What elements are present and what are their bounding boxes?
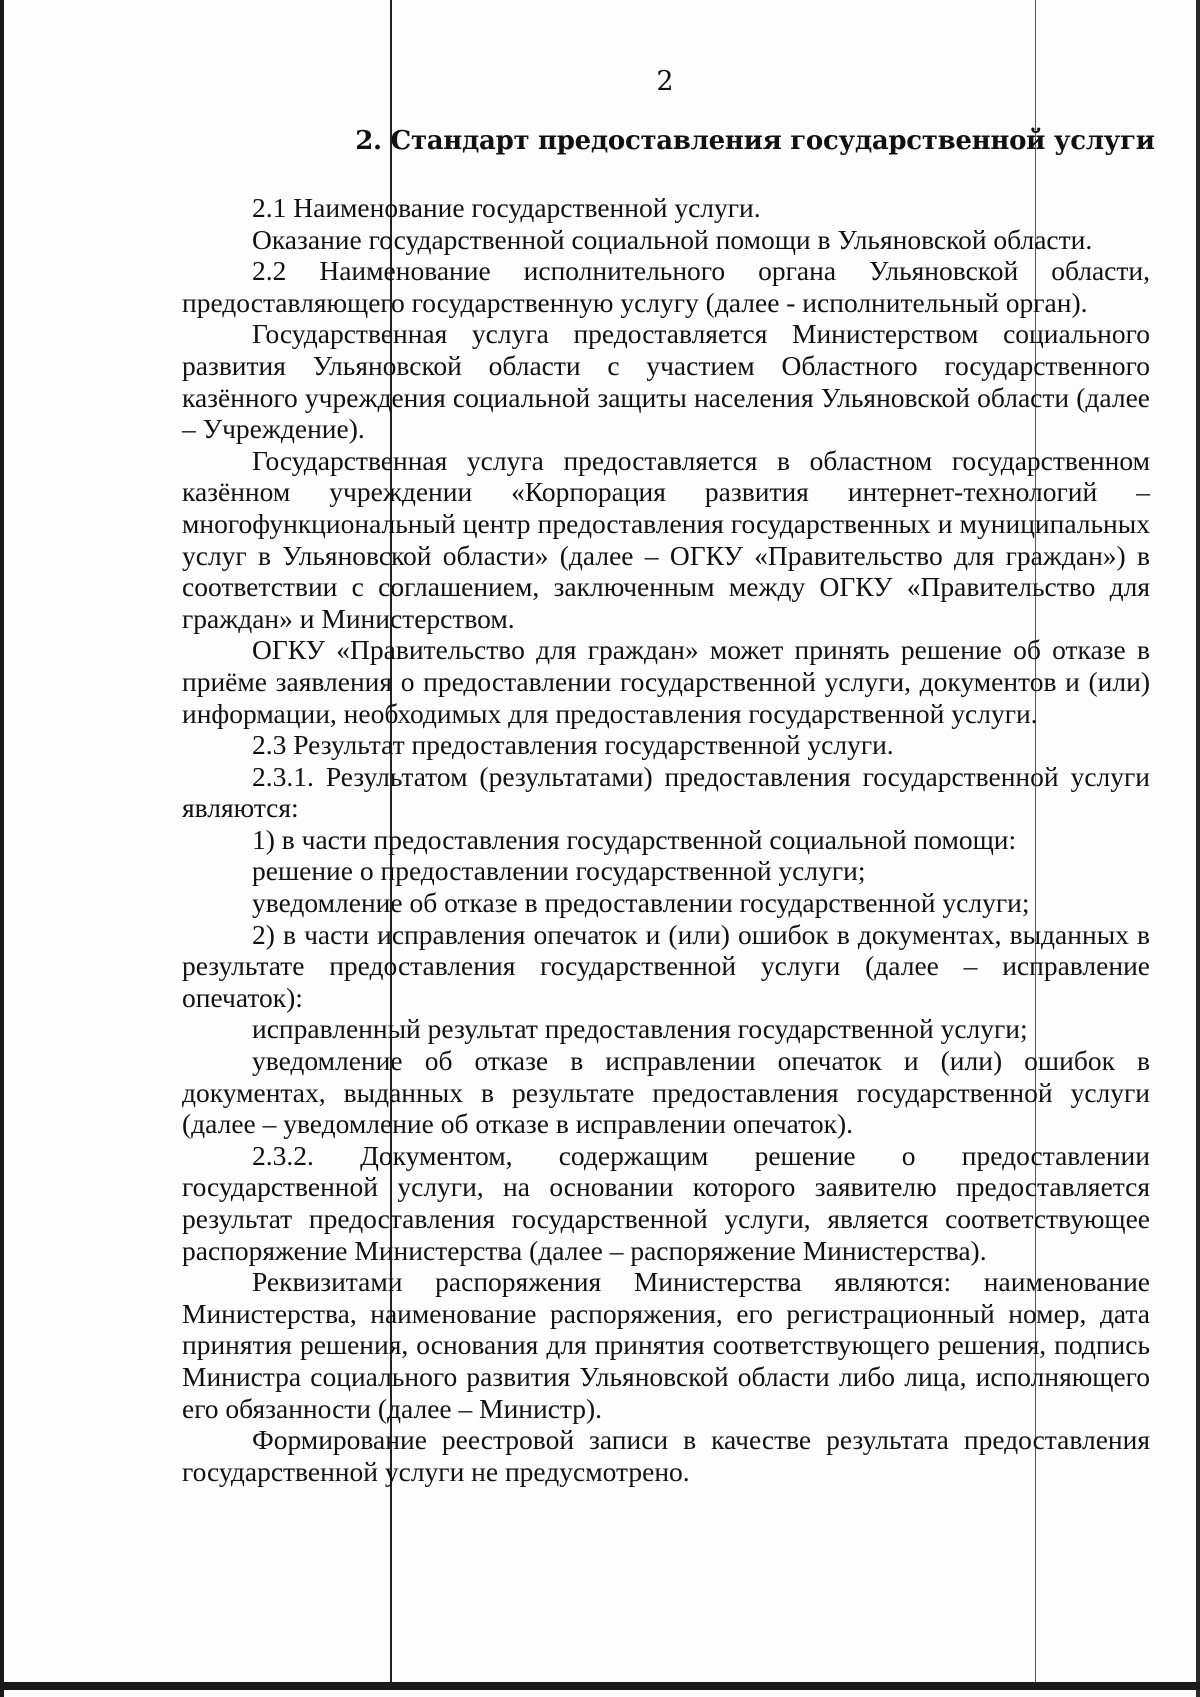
paragraph: уведомление об отказе в исправлении опечаток и (или) ошибок в документах, выданных в результате предоставления государственной услуги (далее – уведомление об отказе в исправлении опечаток). [182,1045,1150,1140]
paragraph: уведомление об отказе в предоставлении государственной услуги; [252,887,1030,919]
scan-edge-bottom [0,1682,1200,1690]
section-heading: 2. Стандарт предоставления государственной услуги [355,126,1155,156]
paragraph: 2.3.1. Результатом (результатами) предоставления государственной услуги являются: [182,760,1150,824]
paragraph: Реквизитами распоряжения Министерства являются: наименование Министерства, наименование распоряжения, его регистрационный номер, дата принятия решения, основания для принятия соответствующего решения, подпись Министра социального развития Ульяновской области либо лица, исполняющего его обязанности (далее – Министр). [182,1266,1150,1424]
paragraph: ОГКУ «Правительство для граждан» может принять решение об отказе в приёме заявления о предоставлении государственной услуги, документов и (или) информации, необходимых для предоставления государственной услуги. [182,634,1150,729]
paragraph: Оказание государственной социальной помощи в Ульяновской области. [252,223,1093,255]
page-number: 2 [656,66,674,97]
paragraph: Государственная услуга предоставляется в областном государственном казённом учреждении «Корпорация развития интернет-технологий – многофункциональный центр предоставления государственных и муниципальных услуг в Ульяновской области» (далее – ОГКУ «Правительство для граждан») в соответствии с соглашением, заключенным между ОГКУ «Правительство для граждан» и Министерством. [182,444,1150,634]
paragraph: 2.3.2. Документом, содержащим решение о предоставлении государственной услуги, на основании которого заявителю предоставляется результат предоставления государственной услуги, является соответствующее распоряжение Министерства (далее – распоряжение Министерства). [182,1139,1150,1266]
paragraph: исправленный результат предоставления государственной услуги; [252,1013,1028,1045]
document-body [182,192,1150,1487]
paragraph: Государственная услуга предоставляется Министерством социального развития Ульяновской области с участием Областного государственного казённого учреждения социальной защиты населения Ульяновской области (далее – Учреждение). [182,318,1150,445]
paragraph: Формирование реестровой записи в качестве результата предоставления государственной услуги не предусмотрено. [182,1424,1150,1487]
paragraph: решение о предоставлении государственной услуги; [252,855,866,887]
paragraph: 2.3 Результат предоставления государственной услуги. [252,729,894,761]
paragraph: 2.2 Наименование исполнительного органа Ульяновской области, предоставляющего государственную услугу (далее - исполнительный орган). [182,255,1150,318]
paragraph: 2) в части исправления опечаток и (или) ошибок в документах, выданных в результате предоставления государственной услуги (далее – исправление опечаток): [182,918,1150,1013]
scan-edge-right [1196,0,1200,1697]
paragraph: 1) в части предоставления государственной социальной помощи: [252,823,1017,855]
scan-edge-left [0,0,4,1697]
paragraph: 2.1 Наименование государственной услуги. [252,192,761,223]
